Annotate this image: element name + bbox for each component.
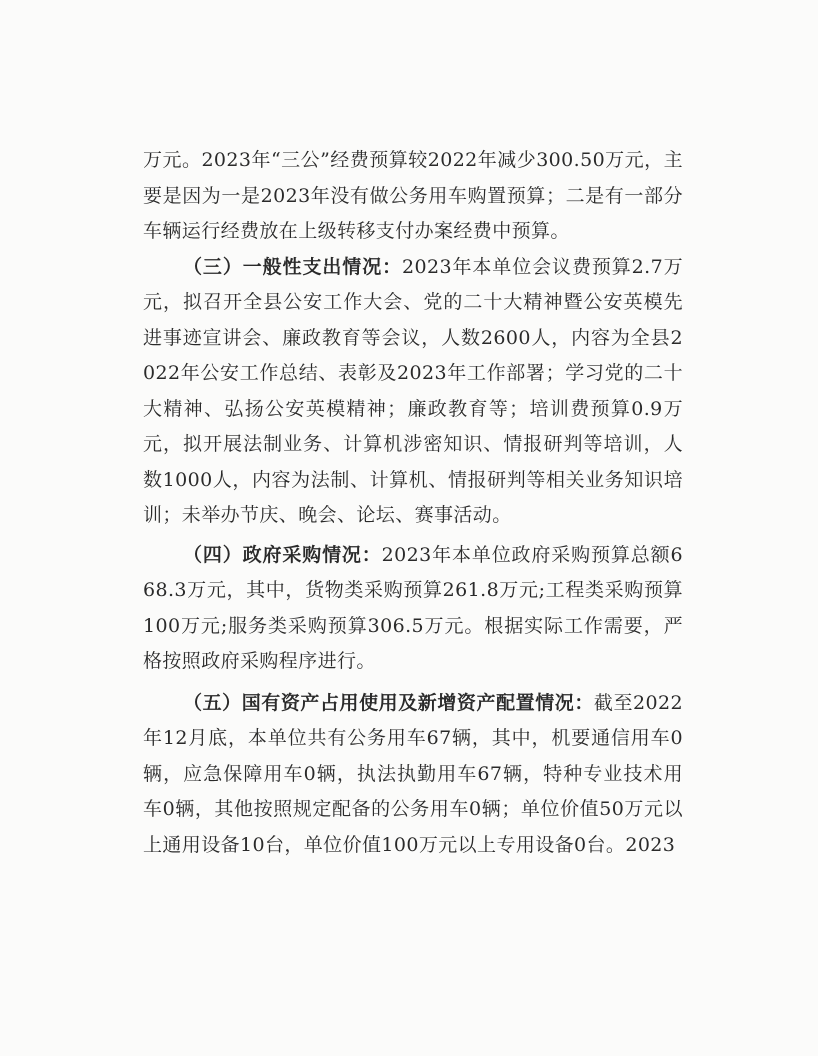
paragraph-general-expenditure	[143, 250, 683, 534]
paragraph-text: 2023年本单位政府采购预算总额668.3万元，其中，货物类采购预算261.8万元;工程类采购预算100万元;服务类采购预算306.5万元。根据实际工作需要，严格按照政府采购程序进行。	[143, 543, 683, 672]
section-heading-general-expenditure: （三）一般性支出情况：	[183, 255, 403, 278]
paragraph-text: 截至2022年12月底，本单位共有公务用车67辆，其中，机要通信用车0辆，应急保障用车0辆，执法执勤用车67辆，特种专业技术用车0辆，其他按照规定配备的公务用车0辆；单位价值50万元以上通用设备10台，单位价值100万元以上专用设备0台。2023	[143, 691, 683, 856]
paragraph-text: 2023年本单位会议费预算2.7万元，拟召开全县公安工作大会、党的二十大精神暨公安英模先进事迹宣讲会、廉政教育等会议，人数2600人，内容为全县2022年公安工作总结、表彰及2023年工作部署；学习党的二十大精神、弘扬公安英模精神；廉政教育等；培训费预算0.9万元，拟开展法制业务、计算机涉密知识、情报研判等培训，人数1000人，内容为法制、计算机、情报研判等相关业务知识培训；未举办节庆、晚会、论坛、赛事活动。	[143, 255, 683, 526]
paragraph-text: 万元。2023年“三公”经费预算较2022年减少300.50万元，主要是因为一是2023年没有做公务用车购置预算；二是有一部分车辆运行经费放在上级转移支付办案经费中预算。	[143, 149, 683, 242]
section-heading-state-assets: （五）国有资产占用使用及新增资产配置情况：	[183, 691, 594, 714]
paragraph-three-public-expenses	[143, 143, 683, 250]
paragraph-state-assets	[143, 686, 683, 864]
document-body	[143, 143, 683, 863]
paragraph-government-procurement	[143, 538, 683, 680]
section-heading-government-procurement: （四）政府采购情况：	[183, 543, 382, 566]
